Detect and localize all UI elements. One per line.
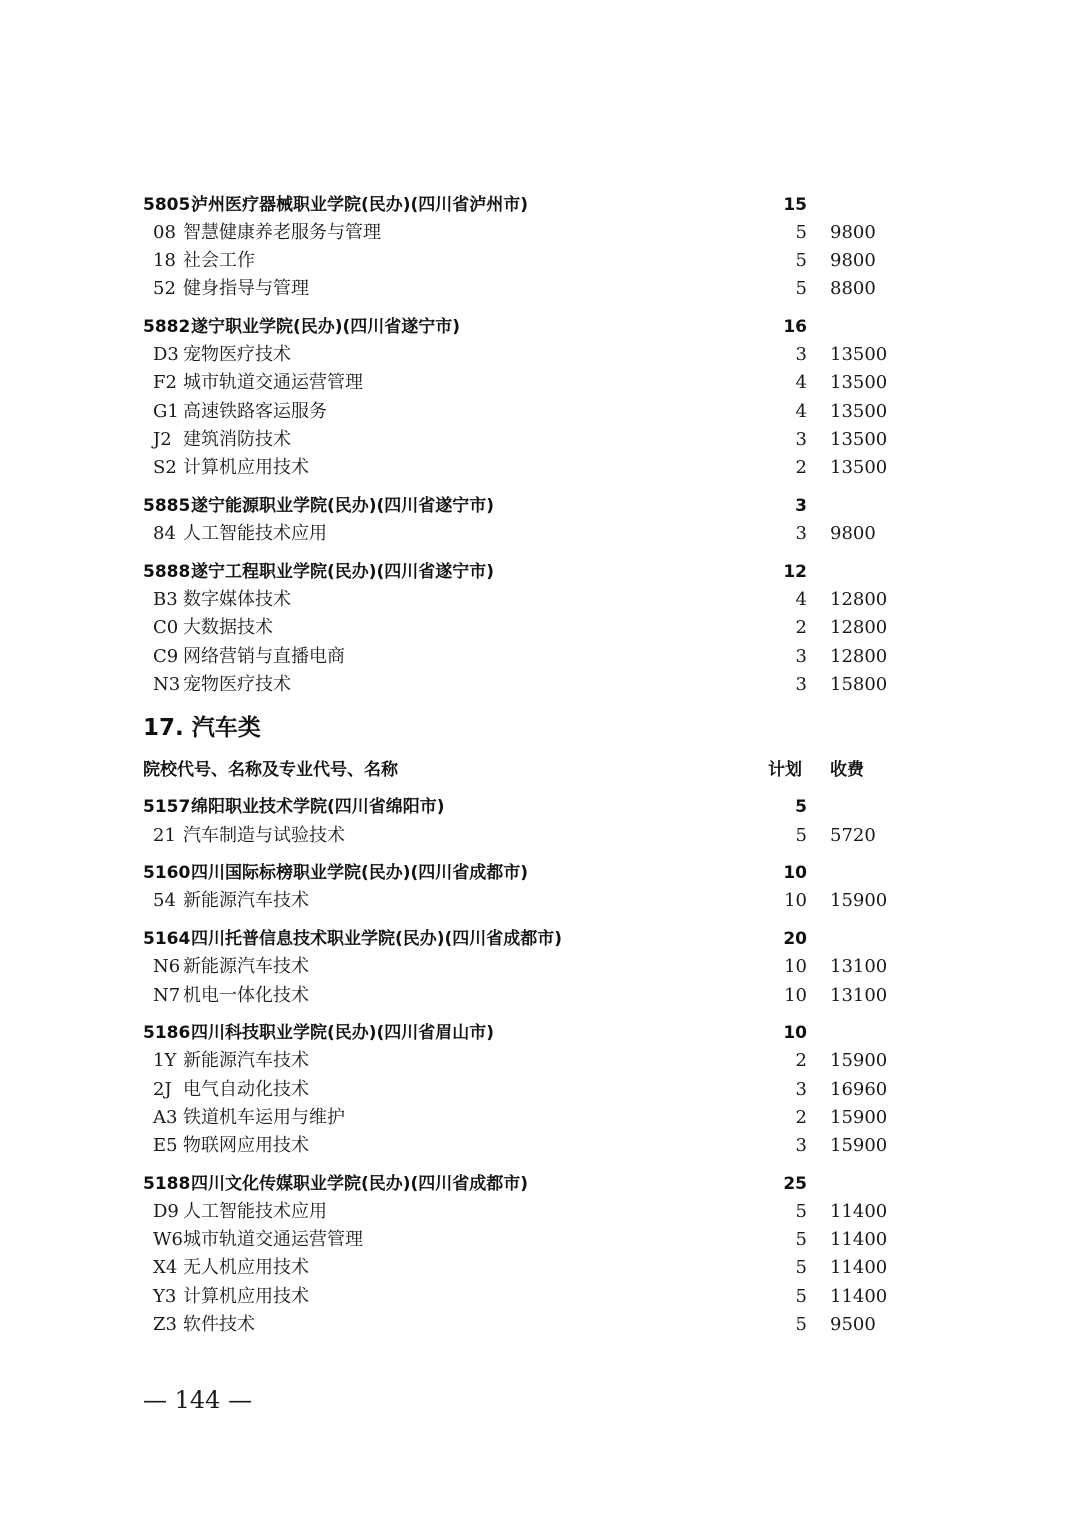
major-fee: 9800 [830,250,876,271]
school-plan: 10 [783,863,807,883]
major-fee: 5720 [830,825,876,846]
major-plan: 3 [795,1079,807,1100]
major-code: 52 [153,278,176,299]
major-name: 健身指导与管理 [183,278,309,299]
major-plan: 3 [795,674,807,695]
major-row [0,889,1080,917]
major-plan: 5 [795,278,807,299]
major-name: 软件技术 [183,1314,255,1335]
major-plan: 3 [795,1135,807,1156]
major-plan: 3 [795,646,807,667]
major-plan: 10 [784,956,807,977]
major-row [0,221,1080,249]
major-row [0,1049,1080,1077]
school-code: 5186 [143,1023,191,1043]
school-row [0,494,1080,522]
major-name: 城市轨道交通运营管理 [183,1229,363,1250]
major-name: 新能源汽车技术 [183,1050,309,1071]
major-name: 大数据技术 [183,617,273,638]
major-plan: 10 [784,890,807,911]
major-row [0,984,1080,1012]
major-fee: 13500 [830,401,888,422]
major-row [0,343,1080,371]
major-plan: 10 [784,985,807,1006]
major-name: 数字媒体技术 [183,589,291,610]
major-name: 网络营销与直播电商 [183,646,345,667]
major-code: A3 [153,1107,178,1128]
major-code: Y3 [153,1286,177,1307]
major-fee: 12800 [830,589,888,610]
major-fee: 13500 [830,372,888,393]
major-plan: 3 [795,429,807,450]
major-plan: 3 [795,523,807,544]
school-code: 5164 [143,929,191,949]
major-name: 高速铁路客运服务 [183,401,327,422]
major-plan: 5 [795,250,807,271]
major-name: 计算机应用技术 [183,1286,309,1307]
school-plan: 3 [795,496,807,516]
school-name: 遂宁职业学院(民办)(四川省遂宁市) [191,317,461,337]
major-row [0,249,1080,277]
major-name: 计算机应用技术 [183,457,309,478]
major-code: 08 [153,222,176,243]
major-fee: 11400 [830,1286,888,1307]
major-name: 建筑消防技术 [183,429,291,450]
major-fee: 15900 [830,1107,888,1128]
major-row [0,616,1080,644]
major-fee: 15900 [830,1050,888,1071]
major-name: 人工智能技术应用 [183,523,327,544]
major-row [0,955,1080,983]
major-plan: 5 [795,222,807,243]
major-row [0,1285,1080,1313]
school-name: 泸州医疗器械职业学院(民办)(四川省泸州市) [191,195,529,215]
school-code: 5188 [143,1174,191,1194]
major-code: N3 [153,674,181,695]
school-name: 绵阳职业技术学院(四川省绵阳市) [191,797,445,817]
school-name: 四川国际标榜职业学院(民办)(四川省成都市) [191,863,529,883]
major-name: 机电一体化技术 [183,985,309,1006]
section-title: 17. 汽车类 [143,715,261,741]
major-code: C0 [153,617,179,638]
major-code: 1Y [153,1050,177,1071]
major-name: 汽车制造与试验技术 [183,825,345,846]
major-code: 84 [153,523,176,544]
school-row [0,1021,1080,1049]
school-plan: 20 [783,929,807,949]
page-number: — 144 — [143,1386,253,1414]
major-name: 无人机应用技术 [183,1257,309,1278]
major-code: E5 [153,1135,178,1156]
school-code: 5157 [143,797,191,817]
major-fee: 16960 [830,1079,888,1100]
major-row [0,1078,1080,1106]
major-plan: 2 [795,1050,807,1071]
school-row [0,560,1080,588]
school-code: 5805 [143,195,191,215]
major-row [0,673,1080,701]
major-fee: 11400 [830,1229,888,1250]
major-row [0,645,1080,673]
school-name: 四川托普信息技术职业学院(民办)(四川省成都市) [191,929,563,949]
school-plan: 5 [795,797,807,817]
school-code: 5885 [143,496,191,516]
major-row [0,456,1080,484]
major-fee: 13100 [830,956,888,977]
major-code: 2J [153,1079,172,1100]
major-row [0,371,1080,399]
school-row [0,1172,1080,1200]
major-code: W6 [153,1229,183,1250]
major-code: Z3 [153,1314,177,1335]
major-row [0,588,1080,616]
major-row [0,1256,1080,1284]
major-plan: 5 [795,1286,807,1307]
major-name: 电气自动化技术 [183,1079,309,1100]
major-fee: 15900 [830,890,888,911]
school-code: 5888 [143,562,191,582]
major-fee: 12800 [830,646,888,667]
major-row [0,1200,1080,1228]
major-plan: 5 [795,1314,807,1335]
major-fee: 13500 [830,429,888,450]
school-row [0,315,1080,343]
major-fee: 13100 [830,985,888,1006]
major-fee: 15900 [830,1135,888,1156]
header-plan-column: 计划 [768,760,802,780]
major-code: S2 [153,457,177,478]
major-code: 18 [153,250,176,271]
major-fee: 9500 [830,1314,876,1335]
major-fee: 9800 [830,222,876,243]
major-code: C9 [153,646,179,667]
major-plan: 5 [795,1257,807,1278]
school-name: 四川文化传媒职业学院(民办)(四川省成都市) [191,1174,529,1194]
school-row [0,927,1080,955]
school-name: 遂宁能源职业学院(民办)(四川省遂宁市) [191,496,495,516]
school-row [0,861,1080,889]
major-name: 宠物医疗技术 [183,674,291,695]
major-plan: 2 [795,457,807,478]
school-plan: 15 [783,195,807,215]
major-row [0,277,1080,305]
major-fee: 15800 [830,674,888,695]
major-plan: 4 [795,372,807,393]
major-plan: 3 [795,344,807,365]
school-plan: 12 [783,562,807,582]
major-code: 54 [153,890,176,911]
major-name: 物联网应用技术 [183,1135,309,1156]
major-name: 铁道机车运用与维护 [183,1107,345,1128]
header-name-column: 院校代号、名称及专业代号、名称 [143,760,398,780]
major-code: N6 [153,956,181,977]
school-name: 遂宁工程职业学院(民办)(四川省遂宁市) [191,562,495,582]
major-fee: 11400 [830,1201,888,1222]
major-row [0,1134,1080,1162]
school-row [0,795,1080,823]
school-code: 5882 [143,317,191,337]
school-code: 5160 [143,863,191,883]
school-plan: 10 [783,1023,807,1043]
major-name: 智慧健康养老服务与管理 [183,222,381,243]
major-plan: 4 [795,401,807,422]
major-name: 社会工作 [183,250,255,271]
major-row [0,1228,1080,1256]
major-fee: 11400 [830,1257,888,1278]
major-code: X4 [153,1257,178,1278]
major-code: D9 [153,1201,179,1222]
major-name: 新能源汽车技术 [183,890,309,911]
table-header [0,758,1080,786]
school-name: 四川科技职业学院(民办)(四川省眉山市) [191,1023,495,1043]
major-plan: 5 [795,1201,807,1222]
major-row [0,1313,1080,1341]
school-row [0,193,1080,221]
major-plan: 5 [795,825,807,846]
major-plan: 5 [795,1229,807,1250]
major-fee: 8800 [830,278,876,299]
school-plan: 16 [783,317,807,337]
major-fee: 9800 [830,523,876,544]
major-code: D3 [153,344,179,365]
major-row [0,522,1080,550]
major-name: 宠物医疗技术 [183,344,291,365]
header-fee-column: 收费 [830,760,864,780]
major-name: 人工智能技术应用 [183,1201,327,1222]
major-name: 城市轨道交通运营管理 [183,372,363,393]
major-fee: 13500 [830,344,888,365]
major-code: J2 [153,429,172,450]
major-code: 21 [153,825,176,846]
major-row [0,1106,1080,1134]
major-code: B3 [153,589,178,610]
major-plan: 2 [795,1107,807,1128]
major-code: F2 [153,372,177,393]
major-row [0,428,1080,456]
major-fee: 12800 [830,617,888,638]
major-row [0,400,1080,428]
major-code: N7 [153,985,181,1006]
major-plan: 2 [795,617,807,638]
major-plan: 4 [795,589,807,610]
major-name: 新能源汽车技术 [183,956,309,977]
major-row [0,824,1080,852]
major-code: G1 [153,401,179,422]
major-fee: 13500 [830,457,888,478]
school-plan: 25 [783,1174,807,1194]
